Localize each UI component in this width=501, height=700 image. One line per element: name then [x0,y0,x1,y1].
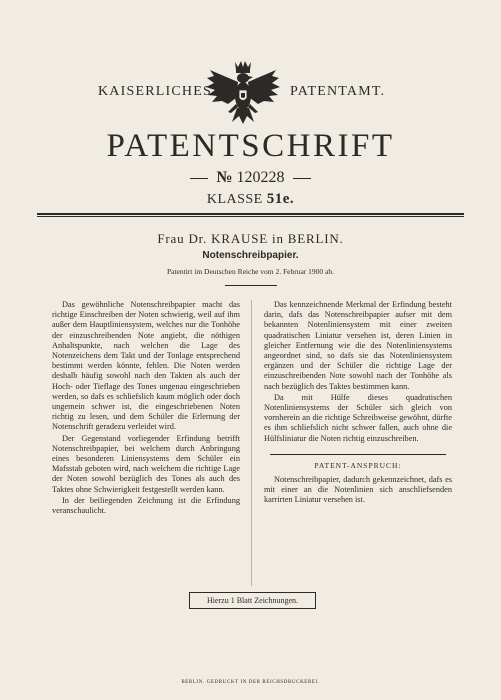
authority-right-text: PATENTAMT. [290,84,386,99]
left-dash [190,178,208,179]
patent-number-line [0,169,501,187]
column-divider [251,300,252,586]
authority-left-text: KAISERLICHES [98,84,212,99]
header-rule [37,213,464,215]
drawings-reference-box: Hierzu 1 Blatt Zeichnungen. [189,592,316,609]
class-value: 51e. [266,191,295,207]
inventor-line: Frau Dr. KRAUSE in BERLIN. [157,231,344,246]
right-column [264,300,452,506]
paragraph: In der beiliegenden Zeichnung ist die Erfindung veranschaulicht. [52,495,240,516]
class-label: KLASSE [206,192,263,207]
short-divider [225,285,277,286]
document-title: PATENTSCHRIFT [106,128,395,164]
patent-date: Patentirt im Deutschen Reiche vom 2. Februar 1900 ab. [166,267,335,276]
header-rule-thin [37,216,464,217]
paragraph: Das gewöhnliche Notenschreibpapier macht das richtige Einschreiben der Noten schwierig, weil auf ihm außer dem Hauptliniensystem, welches nur die Tonhöhe der einzuschreibenden Note angiebt, die nöthigen Anhaltspunkte, nach welchen die Lage des Notenzeichens dem Takt und der Tonlage entsprechend bestimmt werden könnte, fehlen. Die Noten werden deshalb häufig sowohl nach den Takten als auch der Hoch- oder Tieflage des Tones ungenau eingeschrieben werden, so dafs es schliefslich kaum möglich oder doch ungemein schwer ist, die eingeschriebenen Noten richtig zu lesen, und dem Schüler die Erlernung der Notenschrift geradezu verleidet wird. [52,300,240,432]
patent-subject: Notenschreibpapier. [202,250,299,261]
imperial-eagle-icon [204,58,282,128]
patent-number: 120228 [236,169,285,186]
paragraph: Da mit Hülfe dieses quadratischen Notenliniensystems der Schüler sich gleich von vornherein an die richtige Schreibweise gewöhnt, dürfte es ihm schliefslich nicht schwer fallen, auch ohne die Hülfsliniatur die Noten richtig einzuschreiben. [264,392,452,443]
paragraph: Das kennzeichnende Merkmal der Erfindung besteht darin, dafs das Notenschreibpapier aufser mit dem bekannten Notenliniensystem mit einer zweiten quadratischen Liniatur versehen ist, deren Linien in gleicher Entfernung wie die des Notenliniensystems angeordnet sind, so dafs sie das Notenliniensystem ergänzen und der Schüler die richtige Lage der einzuschreibenden Note sowohl nach der Tonhöhe als nach bezüglich des Taktes bestimmen kann. [264,300,452,391]
printer-footer: BERLIN. GEDRUCKT IN DER REICHSDRUCKEREI. [181,680,320,685]
right-dash [293,178,311,179]
patent-class [0,191,501,208]
claim-rule [270,454,446,455]
claim-text: Notenschreibpapier, dadurch gekennzeichnet, dafs es mit einer an die Notenlinien sich anschliefsenden karrirten Liniatur versehen ist. [264,475,452,505]
number-sign: № [216,169,233,186]
claim-heading: PATENT-ANSPRUCH: [314,460,402,470]
left-column [52,300,240,516]
paragraph: Der Gegenstand vorliegender Erfindung betrifft Notenschreibpapier, bei welchem durch Anbringung eines besonderen Liniensystems dem Schüler ein Mafsstab geboten wird, nach welchem die richtige Lage der Noten sowohl bezüglich des Tones als auch des Taktes ohne Schwierigkeit festgestellt werden kann. [52,433,240,494]
